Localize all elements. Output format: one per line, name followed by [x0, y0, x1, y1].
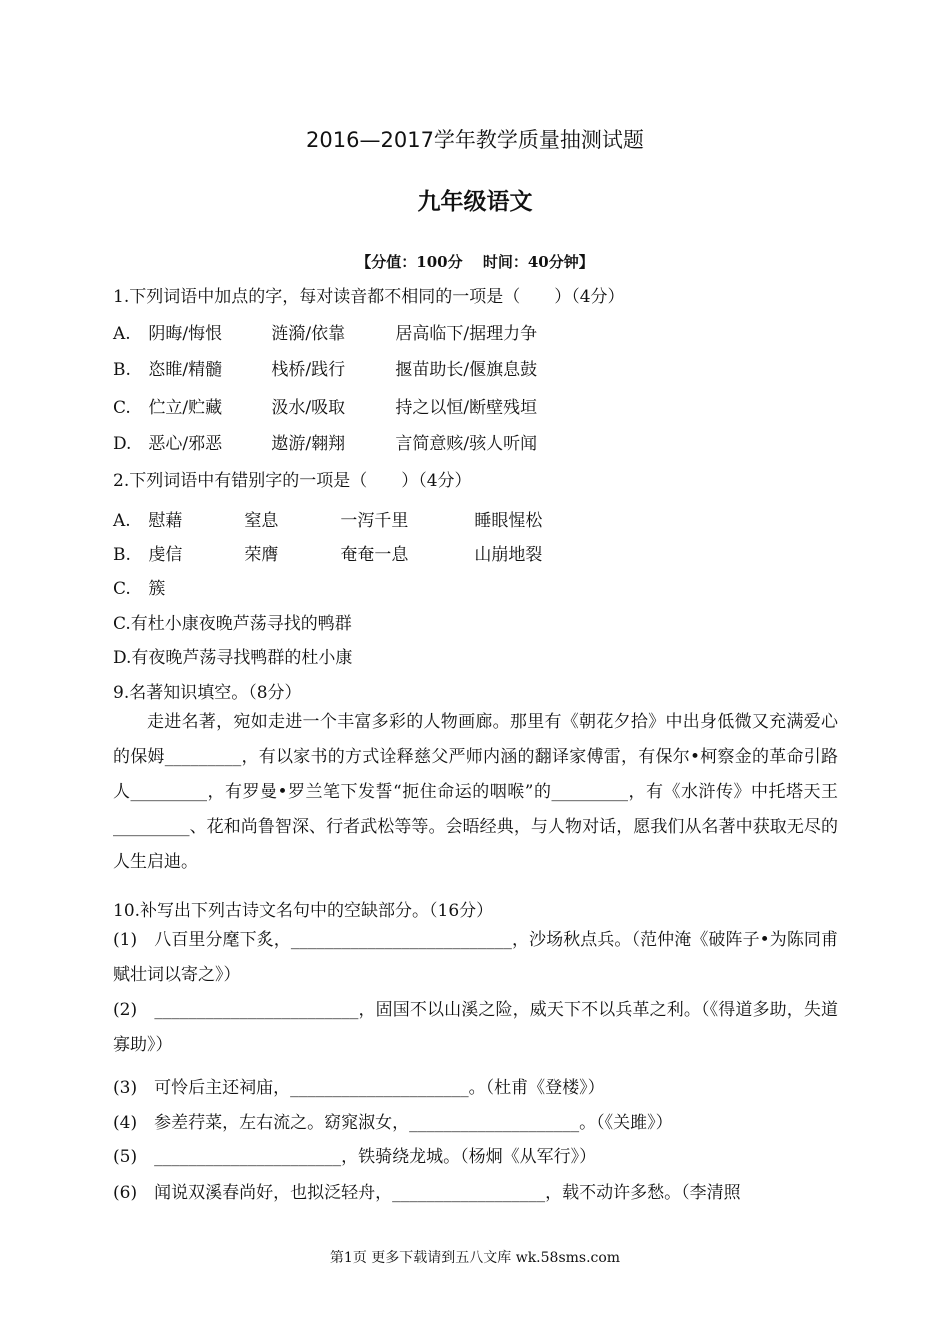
q1-option-b: B. 恣睢/精髓 栈桥/践行 揠苗助长/偃旗息鼓 [113, 360, 538, 380]
q1-option-d: D. 恶心/邪恶 遨游/翱翔 言简意赅/骇人听闻 [113, 434, 538, 454]
q2-option-b: B. 虔信 荣膺 奄奄一息 山崩地裂 [113, 545, 543, 565]
q1-stem: 1.下列词语中加点的字，每对读音都不相同的一项是（ ）（4分） [113, 287, 625, 307]
q1-option-a: A. 阴晦/悔恨 涟漪/依靠 居高临下/据理力争 [113, 324, 538, 344]
q10-item-2: (2) ________________________，固国不以山溪之险，威天下不以兵革之利。（《得道多助，失道寡助》） [113, 1000, 838, 1055]
page-footer: 第1页 更多下载请到五八文库 wk.58sms.com [329, 1250, 621, 1266]
q2-stem: 2.下列词语中有错别字的一项是（ ）（4分） [113, 471, 472, 491]
score-time-info: 【分值：100分 时间：40分钟】 [356, 253, 594, 271]
fragment-c: C.有杜小康夜晚芦荡寻找的鸭群 [113, 614, 352, 634]
q10-item-4: (4) 参差荇菜，左右流之。窈窕淑女，____________________。（《关雎》） [113, 1113, 673, 1133]
q10-item-6: (6) 闻说双溪春尚好，也拟泛轻舟，__________________，载不动许多愁。（李清照 [113, 1183, 741, 1203]
q10-item-1: (1) 八百里分麾下炙，__________________________，沙场秋点兵。（范仲淹《破阵子•为陈同甫赋壮词以寄之》） [113, 930, 838, 985]
q10-item-3: (3) 可怜后主还祠庙，_____________________。（杜甫《登楼》） [113, 1078, 605, 1098]
q1-option-c: C. 伫立/贮藏 汲水/吸取 持之以恒/断壁残垣 [113, 398, 538, 418]
q10-item-5: (5) ______________________，铁骑绕龙城。（杨炯《从军行》） [113, 1147, 597, 1167]
fragment-d: D.有夜晚芦荡寻找鸭群的杜小康 [113, 648, 353, 668]
q10-stem: 10.补写出下列古诗文名句中的空缺部分。（16分） [113, 901, 494, 921]
q2-option-c: C. 簇 [113, 579, 166, 599]
subject-title: 九年级语文 [417, 189, 533, 215]
exam-title: 2016—2017学年教学质量抽测试题 [306, 128, 644, 152]
q9-body: 走进名著，宛如走进一个丰富多彩的人物画廊。那里有《朝花夕拾》中出身低微又充满爱心的保姆_________，有以家书的方式诠释慈父严师内涵的翻译家傅雷，有保尔•柯察金的革命引路人_________，有罗曼•罗兰笔下发誓“扼住命运的咽喉”的_________，有《水浒传》中托塔天王_________、花和尚鲁智深、行者武松等等。会晤经典，与人物对话，愿我们从名著中获取无尽的人生启迪。 [113, 712, 838, 872]
q2-option-a: A. 慰藉 窒息 一泻千里 睡眼惺松 [113, 511, 543, 531]
q9-stem: 9.名著知识填空。（8分） [113, 683, 302, 703]
